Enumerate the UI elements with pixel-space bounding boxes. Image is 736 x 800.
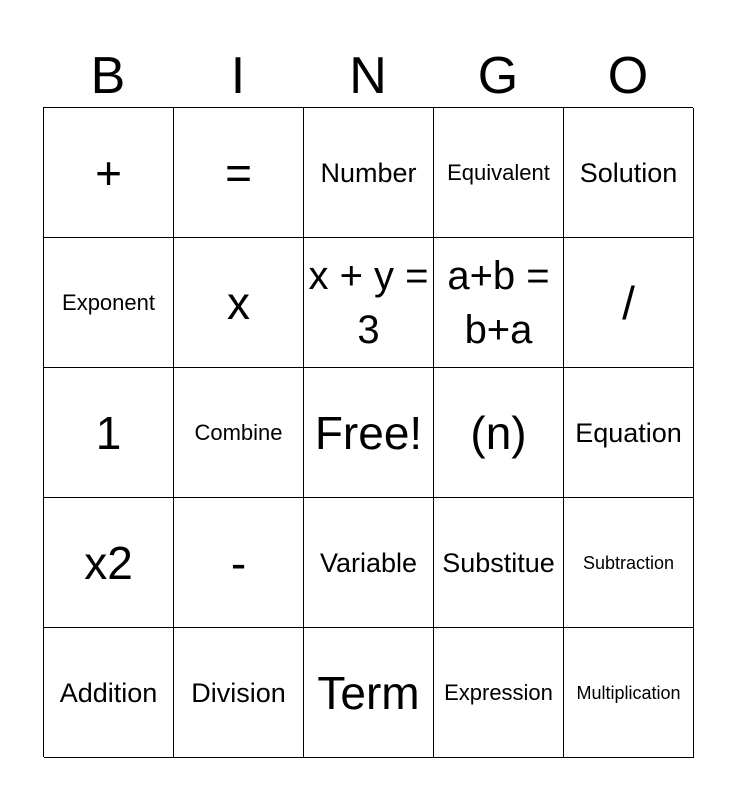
bingo-cell[interactable] [174,108,304,238]
cell-text: / [622,276,635,329]
cell-text: x [227,276,250,329]
header-letter-i: I [230,47,246,105]
cell-text: Substitue [442,547,555,578]
cell-text: Division [191,677,286,708]
header-letter-o: O [607,47,649,105]
bingo-cell[interactable] [44,628,174,758]
bingo-card-grid [43,107,693,757]
bingo-header [43,46,693,106]
cell-text: x2 [84,536,133,589]
bingo-cell[interactable] [304,498,434,628]
cell-text: Term [317,666,420,719]
cell-text: Expression [444,679,553,705]
bingo-cell[interactable] [174,498,304,628]
header-letter-g: G [477,47,519,105]
cell-text: x + y = 3 [308,253,429,352]
bingo-cell[interactable] [564,368,694,498]
bingo-cell[interactable] [44,108,174,238]
bingo-cell[interactable] [304,628,434,758]
bingo-cell[interactable] [44,368,174,498]
cell-text: Combine [194,419,283,445]
cell-text: 1 [95,406,122,459]
bingo-cell[interactable] [434,368,564,498]
bingo-cell[interactable] [44,498,174,628]
cell-text: Variable [319,547,418,578]
header-letter-b: B [90,47,126,105]
cell-text: Addition [59,677,158,708]
cell-text: - [230,536,247,589]
bingo-cell[interactable] [434,498,564,628]
bingo-cell[interactable] [434,108,564,238]
bingo-cell[interactable] [174,368,304,498]
bingo-cell[interactable] [564,628,694,758]
bingo-cell[interactable] [174,628,304,758]
cell-text: Number [320,157,417,188]
cell-text: Equation [575,417,682,448]
cell-text: Free! [314,406,423,459]
cell-text: Subtraction [582,552,675,573]
cell-text: Solution [579,157,678,188]
bingo-cell[interactable] [564,498,694,628]
bingo-cell[interactable] [564,238,694,368]
bingo-cell[interactable] [434,628,564,758]
cell-text: (n) [470,406,527,459]
bingo-cell[interactable] [44,238,174,368]
cell-text: + [95,146,122,199]
cell-text: = [225,146,252,199]
bingo-cell[interactable] [564,108,694,238]
bingo-free-space[interactable] [304,368,434,498]
header-letter-n: N [349,47,387,105]
bingo-cell[interactable] [304,238,434,368]
bingo-cell[interactable] [434,238,564,368]
cell-text: Exponent [62,289,155,315]
cell-text: Multiplication [576,682,681,703]
bingo-cell[interactable] [174,238,304,368]
cell-text: Equivalent [447,159,550,185]
bingo-cell[interactable] [304,108,434,238]
cell-text: a+b = b+a [447,253,550,352]
